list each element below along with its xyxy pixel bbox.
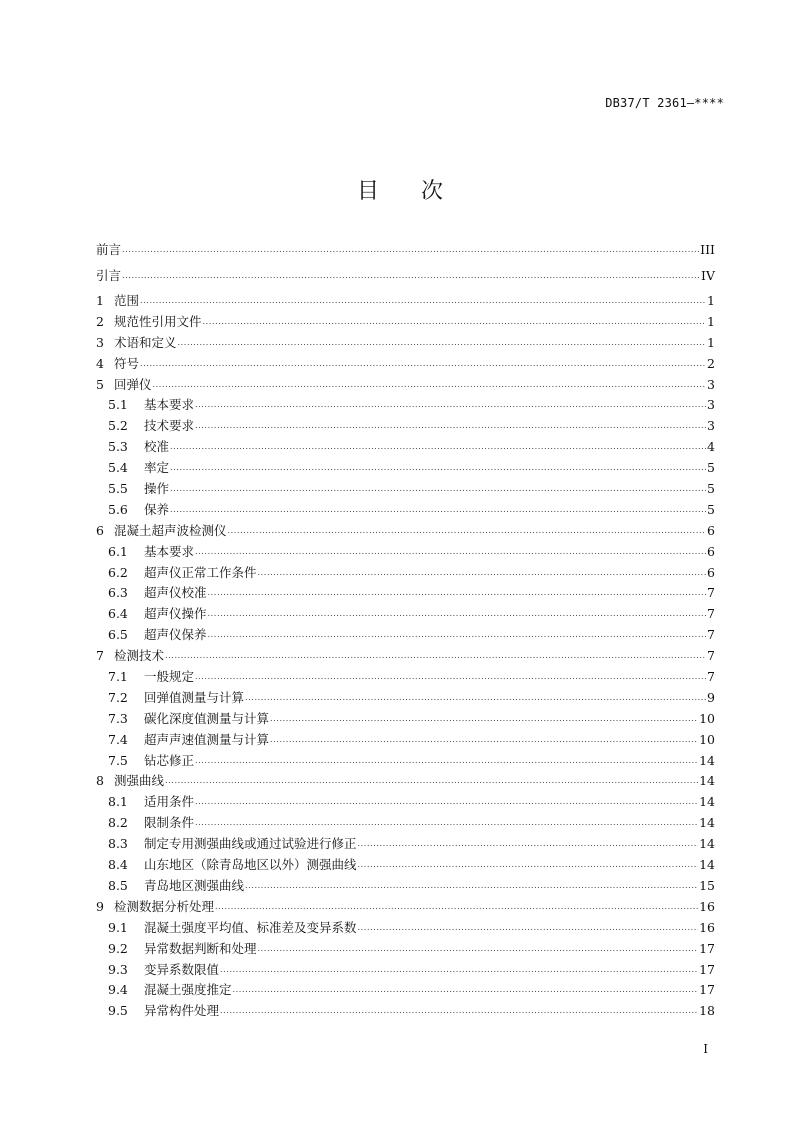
toc-entry-number: 6.4 [108, 606, 128, 622]
toc-entry-page: 5 [707, 460, 715, 476]
toc-entry-number: 6.1 [108, 543, 128, 559]
toc-entry-label: 混凝土强度平均值、标准差及变异系数 [144, 919, 357, 935]
toc-entry-number: 9.3 [108, 961, 128, 977]
dot-leader [258, 568, 707, 577]
toc-entry-number: 2 [96, 313, 104, 329]
toc-entry-page: 18 [699, 1003, 715, 1019]
toc-entry-label: 操作 [144, 481, 170, 497]
toc-entry[interactable] [96, 291, 715, 312]
toc-entry-label: 限制条件 [144, 815, 195, 831]
toc-entry[interactable] [96, 375, 715, 396]
toc-entry[interactable] [96, 667, 715, 688]
toc-entry-number: 7.3 [108, 710, 128, 726]
dot-leader [170, 484, 706, 493]
toc-entry-label: 基本要求 [144, 397, 195, 413]
dot-leader [270, 714, 698, 723]
toc-entry-page: 3 [707, 397, 715, 413]
toc-entry-label: 超声声速值测量与计算 [144, 731, 270, 747]
toc-entry[interactable] [96, 855, 715, 876]
toc-entry[interactable] [96, 1001, 715, 1022]
toc-entry-page: 5 [707, 481, 715, 497]
toc-entry-page: 16 [699, 919, 715, 935]
toc-entry-label: 检测数据分析处理 [114, 898, 215, 914]
toc-entry[interactable] [96, 792, 715, 813]
dot-leader [220, 1006, 698, 1015]
dot-leader [195, 421, 706, 430]
toc-entry-page: 3 [707, 376, 715, 392]
toc-entry[interactable] [96, 918, 715, 939]
dot-leader [170, 442, 706, 451]
toc-entry[interactable] [96, 312, 715, 333]
toc-entry-page: 6 [707, 522, 715, 538]
toc-entry[interactable] [96, 500, 715, 521]
toc-entry-label: 基本要求 [144, 543, 195, 559]
dot-leader [208, 588, 707, 597]
dot-leader [228, 526, 707, 535]
toc-entry-number: 5.6 [108, 501, 128, 517]
dot-leader [165, 651, 706, 660]
toc-entry-page: 6 [707, 543, 715, 559]
toc-entry[interactable] [96, 834, 715, 855]
toc-entry-number: 5.4 [108, 460, 128, 476]
toc-entry-page: 2 [707, 355, 715, 371]
toc-entry-page: IV [701, 267, 715, 283]
dot-leader [170, 505, 706, 514]
toc-entry-page: 17 [699, 940, 715, 956]
toc-entry-number: 8.4 [108, 857, 128, 873]
toc-entry-label: 保养 [144, 501, 170, 517]
toc-entry-label: 回弹仪 [114, 376, 152, 392]
toc-entry-number: 8.3 [108, 836, 128, 852]
dot-leader [358, 839, 699, 848]
toc-entry[interactable] [96, 416, 715, 437]
toc-entry-label: 率定 [144, 460, 170, 476]
toc-entry-page: 7 [707, 606, 715, 622]
toc-entry-label: 技术要求 [144, 418, 195, 434]
title-char-left: 目 [356, 179, 379, 204]
toc-entry[interactable] [96, 897, 715, 918]
page-number: I [703, 1042, 708, 1056]
dot-leader [358, 860, 699, 869]
toc-entry-page: 10 [699, 731, 715, 747]
toc-entry-label: 混凝土强度推定 [144, 982, 232, 998]
dot-leader [195, 400, 706, 409]
toc-entry-page: 5 [707, 501, 715, 517]
toc-entry-number: 7.5 [108, 752, 128, 768]
dot-leader [203, 317, 707, 326]
toc-entry[interactable] [96, 437, 715, 458]
toc-entry-number: 5.1 [108, 397, 128, 413]
dot-leader [358, 923, 699, 932]
toc-entry[interactable] [96, 604, 715, 625]
dot-leader [140, 296, 706, 305]
toc-entry-page: III [700, 242, 715, 257]
toc-entry[interactable] [96, 751, 715, 772]
toc-entry-page: 14 [699, 752, 715, 768]
toc-entry-label: 超声仪保养 [144, 627, 207, 643]
toc-entry-page: 7 [707, 648, 715, 664]
toc-entry[interactable] [96, 563, 715, 584]
toc-entry-number: 6 [96, 522, 104, 538]
toc-entry-number: 6.5 [108, 627, 128, 643]
dot-leader [195, 818, 698, 827]
toc-entry-label: 规范性引用文件 [114, 313, 202, 329]
dot-leader [233, 985, 699, 994]
toc-entry-label: 超声仪校准 [144, 585, 207, 601]
toc-entry-number: 9.4 [108, 982, 128, 998]
toc-entry-number: 5.5 [108, 481, 128, 497]
dot-leader [195, 756, 698, 765]
toc-entry-number: 9.2 [108, 940, 128, 956]
toc-entry[interactable] [96, 876, 715, 897]
toc-entry-number: 6.3 [108, 585, 128, 601]
toc-entry-page: 15 [699, 877, 715, 893]
toc-entry[interactable] [96, 354, 715, 375]
dot-leader [258, 944, 699, 953]
dot-leader [270, 735, 698, 744]
toc-entry-label: 符号 [114, 355, 140, 371]
toc-entry-number: 8.5 [108, 877, 128, 893]
toc-entry[interactable] [96, 625, 715, 646]
toc-entry-label: 前言 [96, 242, 122, 257]
toc-entry-number: 7 [96, 648, 104, 664]
toc-entry[interactable] [96, 646, 715, 667]
toc-entry-label: 混凝土超声波检测仪 [114, 522, 227, 538]
toc-entry[interactable] [96, 583, 715, 604]
toc-entry[interactable] [96, 939, 715, 960]
toc-entry[interactable] [96, 479, 715, 500]
toc-entry-page: 7 [707, 669, 715, 685]
toc-entry-page: 10 [699, 710, 715, 726]
toc-entry[interactable] [96, 266, 715, 292]
title-char-right: 次 [421, 179, 444, 204]
toc-entry-label: 一般规定 [144, 669, 195, 685]
toc-entry-label: 引言 [96, 267, 122, 283]
toc-entry-label: 范围 [114, 293, 140, 308]
dot-leader [195, 797, 698, 806]
toc-entry-label: 超声仪正常工作条件 [144, 564, 257, 580]
toc-entry-label: 钻芯修正 [144, 752, 195, 768]
toc-entry[interactable] [96, 771, 715, 792]
dot-leader [122, 271, 700, 280]
toc-entry[interactable] [96, 688, 715, 709]
toc-entry[interactable] [96, 458, 715, 479]
dot-leader [140, 359, 706, 368]
toc-entry-page: 14 [699, 857, 715, 873]
toc-entry[interactable] [96, 542, 715, 563]
toc-entry-page: 17 [699, 982, 715, 998]
toc-entry-number: 9 [96, 898, 104, 914]
page-title [0, 174, 800, 205]
dot-leader [195, 547, 706, 556]
toc-entry-number: 5.2 [108, 418, 128, 434]
toc-entry-label: 检测技术 [114, 648, 165, 664]
toc-entry-label: 碳化深度值测量与计算 [144, 710, 270, 726]
toc-entry-page: 14 [699, 815, 715, 831]
dot-leader [208, 630, 707, 639]
toc-entry-number: 5.3 [108, 439, 128, 455]
toc-entry-label: 变异系数限值 [144, 961, 220, 977]
toc-entry-number: 7.1 [108, 669, 128, 685]
toc-entry-page: 1 [707, 313, 715, 329]
dot-leader [195, 672, 706, 681]
toc-entry-page: 7 [707, 585, 715, 601]
table-of-contents [96, 240, 715, 1022]
toc-entry[interactable] [96, 730, 715, 751]
toc-entry-label: 青岛地区测强曲线 [144, 877, 245, 893]
dot-leader [153, 380, 707, 389]
toc-entry-page: 6 [707, 564, 715, 580]
toc-entry-label: 超声仪操作 [144, 606, 207, 622]
dot-leader [170, 463, 706, 472]
toc-entry-label: 异常数据判断和处理 [144, 940, 257, 956]
toc-entry-number: 8.2 [108, 815, 128, 831]
toc-entry-page: 4 [707, 439, 715, 455]
document-code: DB37/T 2361—**** [605, 96, 724, 110]
toc-entry[interactable] [96, 980, 715, 1001]
toc-entry-number: 7.4 [108, 731, 128, 747]
toc-entry-page: 1 [707, 334, 715, 350]
toc-entry-number: 1 [96, 293, 104, 308]
toc-entry-number: 8 [96, 773, 104, 789]
toc-entry-label: 山东地区（除青岛地区以外）测强曲线 [144, 857, 357, 873]
toc-entry-page: 9 [707, 689, 715, 705]
toc-entry-number: 9.5 [108, 1003, 128, 1019]
toc-entry-page: 14 [699, 836, 715, 852]
toc-entry-number: 6.2 [108, 564, 128, 580]
toc-entry-page: 7 [707, 627, 715, 643]
toc-entry-label: 回弹值测量与计算 [144, 689, 245, 705]
toc-entry-number: 8.1 [108, 794, 128, 810]
toc-entry-label: 适用条件 [144, 794, 195, 810]
toc-entry-page: 14 [699, 773, 715, 789]
toc-entry-number: 7.2 [108, 689, 128, 705]
toc-entry[interactable] [96, 813, 715, 834]
toc-entry-page: 17 [699, 961, 715, 977]
toc-entry-number: 9.1 [108, 919, 128, 935]
toc-entry[interactable] [96, 960, 715, 981]
dot-leader [215, 902, 698, 911]
toc-entry[interactable] [96, 521, 715, 542]
toc-entry-page: 1 [707, 293, 715, 308]
dot-leader [165, 776, 698, 785]
toc-entry-label: 校准 [144, 439, 170, 455]
toc-entry[interactable] [96, 240, 715, 266]
toc-entry-number: 4 [96, 355, 104, 371]
dot-leader [220, 965, 698, 974]
toc-entry-number: 5 [96, 376, 104, 392]
toc-entry-label: 制定专用测强曲线或通过试验进行修正 [144, 836, 357, 852]
dot-leader [178, 338, 707, 347]
toc-entry-number: 3 [96, 334, 104, 350]
toc-entry-label: 术语和定义 [114, 334, 177, 350]
toc-entry[interactable] [96, 333, 715, 354]
dot-leader [245, 693, 706, 702]
dot-leader [245, 881, 698, 890]
toc-entry-page: 16 [699, 898, 715, 914]
dot-leader [122, 245, 699, 254]
toc-entry-page: 14 [699, 794, 715, 810]
toc-entry-page: 3 [707, 418, 715, 434]
dot-leader [208, 609, 707, 618]
toc-entry[interactable] [96, 395, 715, 416]
toc-entry-label: 测强曲线 [114, 773, 165, 789]
toc-entry[interactable] [96, 709, 715, 730]
toc-entry-label: 异常构件处理 [144, 1003, 220, 1019]
